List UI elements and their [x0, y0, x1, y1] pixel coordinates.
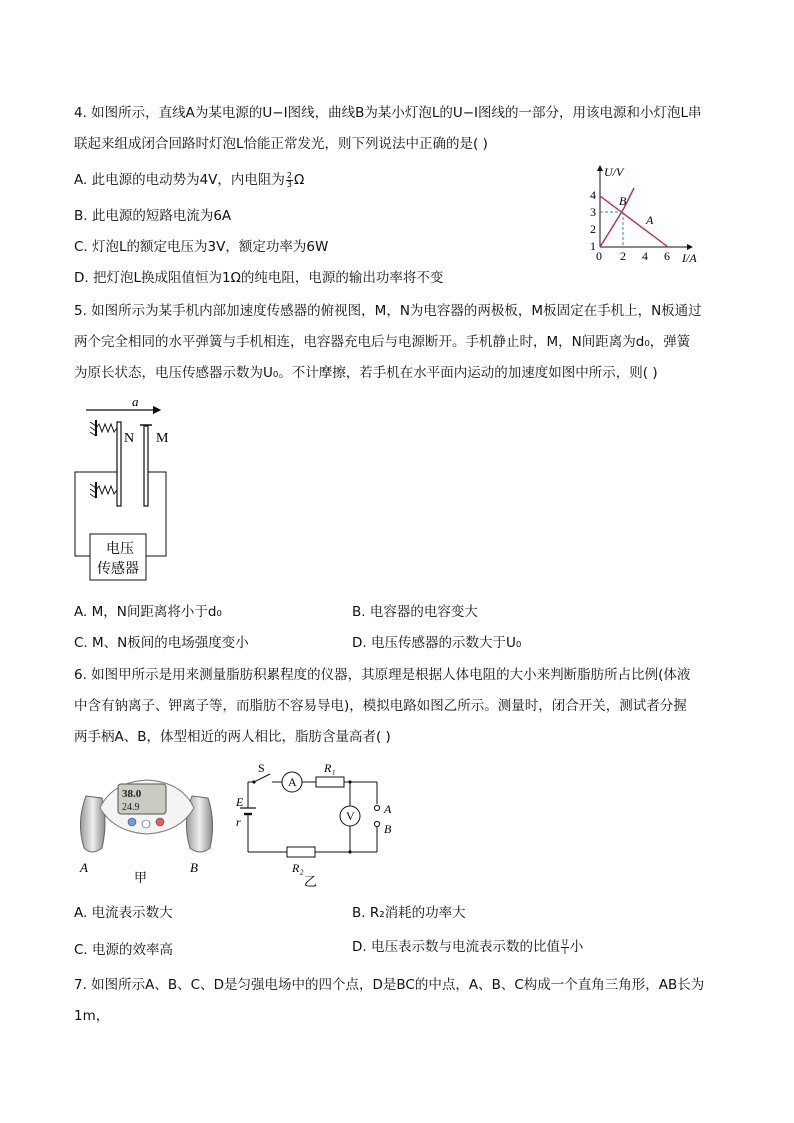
y-tick-1: 1: [590, 239, 596, 253]
q6-line-2: 中含有钠离子、钾离子等，而脂肪不容易导电)，模拟电路如图乙所示。测量时，闭合开关，测试者分握: [74, 698, 687, 714]
x-tick-4: 4: [642, 249, 648, 263]
x-tick-0: 0: [596, 249, 602, 263]
x-tick-2: 2: [620, 249, 626, 263]
resistor-r1: [316, 777, 344, 787]
screen-reading-top: 38.0: [122, 788, 142, 800]
q4-option-a-unit: Ω: [294, 172, 305, 188]
q4-option-c[interactable]: C. 灯泡L的额定电压为3V，额定功率为6W: [74, 239, 329, 255]
plate-n: [117, 422, 121, 506]
internal-resistance-label: r: [236, 815, 241, 829]
x-axis-label: I/A: [682, 251, 697, 265]
q5-line-3: 为原长状态，电压传感器示数为U₀。不计摩擦，若手机在水平面内运动的加速度如图中所示，则( ): [74, 365, 658, 381]
question-7-stem: [74, 970, 724, 1032]
switch-label: S: [258, 761, 265, 775]
q4-ui-graph: [582, 160, 712, 270]
q4-option-a-text: A. 此电源的电动势为4V，内电阻为: [74, 172, 285, 188]
device-label-a: A: [80, 860, 88, 875]
q5-option-d[interactable]: D. 电压传感器的示数大于U₀: [352, 635, 522, 651]
device-label-b: B: [190, 860, 198, 875]
q6-option-d-text: D. 电压表示数与电流表示数的比值: [352, 939, 560, 955]
r2-label: R₂: [292, 861, 304, 875]
q6-option-a[interactable]: A. 电流表示数大: [74, 905, 173, 921]
device-button-red: [156, 818, 164, 826]
junction-top: [348, 780, 351, 783]
q5-line-2: 两个完全相同的水平弹簧与手机相连，电容器充电后与电源断开。手机静止时，M，N间距离为d₀，弹簧: [74, 334, 691, 350]
q4-fraction-num: 2: [286, 170, 292, 180]
question-4-stem: [74, 98, 724, 160]
wire-right: [146, 472, 166, 556]
y-axis-label: U/V: [604, 165, 624, 179]
plate-m-label: M: [156, 431, 169, 446]
ammeter-label: A: [288, 775, 297, 789]
x-tick-6: 6: [664, 249, 670, 263]
emf-label: E: [236, 795, 244, 809]
plate-n-label: N: [124, 431, 135, 446]
q6-option-c[interactable]: C. 电源的效率高: [74, 942, 174, 958]
q5-sensor-diagram: [70, 392, 200, 584]
terminal-a-label: A: [384, 802, 392, 816]
line-a: [600, 196, 668, 247]
terminal-a: [374, 805, 379, 810]
fat-meter-device: [72, 762, 222, 886]
y-tick-4: 4: [590, 188, 596, 202]
q6-ratio-den: I: [563, 946, 567, 956]
terminal-b-label: B: [384, 822, 392, 836]
q6-circuit: [232, 760, 402, 890]
q4-fraction: [286, 172, 293, 189]
sensor-label-2: 传感器: [97, 562, 139, 577]
y-tick-2: 2: [590, 222, 596, 236]
spring-bottom: [96, 486, 117, 494]
switch-pivot: [252, 780, 255, 783]
q7-line-2: 1m，: [74, 1008, 110, 1024]
device-button-blue: [128, 818, 136, 826]
q5-option-a[interactable]: A. M，N间距离将小于d₀: [74, 604, 222, 620]
sensor-label-1: 电压: [106, 542, 134, 557]
q6-option-d-suffix: 小: [569, 939, 584, 955]
q4-option-a[interactable]: [74, 170, 304, 190]
voltmeter-label: V: [346, 809, 355, 823]
device-button-white: [142, 820, 150, 828]
q6-option-d[interactable]: [352, 937, 583, 957]
q4-option-d[interactable]: D. 把灯泡L换成阻值恒为1Ω的纯电阻，电源的输出功率将不变: [74, 270, 444, 286]
q4-line-1: 4. 如图所示，直线A为某电源的U−I图线，曲线B为某小灯泡L的U−I图线的一部分，用该电源和小灯泡L串: [74, 105, 702, 121]
terminal-b: [374, 821, 379, 826]
q6-ratio-num: U: [561, 937, 568, 947]
resistor-r2: [287, 847, 315, 857]
question-6-stem: [74, 660, 724, 753]
q4-option-b[interactable]: B. 此电源的短路电流为6A: [74, 208, 232, 224]
label-a: A: [646, 213, 654, 227]
q6-option-b[interactable]: B. R₂消耗的功率大: [352, 905, 466, 921]
label-b: B: [619, 194, 627, 208]
q5-option-b[interactable]: B. 电容器的电容变大: [352, 604, 478, 620]
q7-line-1: 7. 如图所示A、B、C、D是匀强电场中的四个点，D是BC的中点，A、B、C构成一个直角三角形，AB长为: [74, 977, 705, 993]
q6-line-1: 6. 如图甲所示是用来测量脂肪积累程度的仪器，其原理是根据人体电阻的大小来判断脂肪所占比例(体液: [74, 667, 691, 683]
screen-reading-bottom: 24.9: [122, 802, 140, 813]
q4-fraction-den: 3: [286, 179, 292, 189]
r1-label: R₁: [324, 761, 336, 775]
y-tick-3: 3: [590, 205, 596, 219]
switch-s: [254, 774, 270, 782]
q6-line-3: 两手柄A、B，体型相近的两人相比，脂肪含量高者( ): [74, 729, 391, 745]
acceleration-label: a: [132, 394, 139, 409]
q5-option-c[interactable]: C. M、N板间的电场强度变小: [74, 635, 249, 651]
spring-top: [96, 424, 117, 432]
plate-m: [144, 426, 148, 506]
q6-ratio-fraction: [561, 939, 569, 956]
device-caption: 甲: [134, 870, 148, 885]
question-5-stem: [74, 296, 724, 389]
q4-line-2: 联起来组成闭合回路时灯泡L恰能正常发光，则下列说法中正确的是( ): [74, 136, 488, 152]
circuit-caption: 乙: [304, 874, 318, 889]
q5-line-1: 5. 如图所示为某手机内部加速度传感器的俯视图，M，N为电容器的两极板，M板固定在手机上，N板通过: [74, 303, 702, 319]
